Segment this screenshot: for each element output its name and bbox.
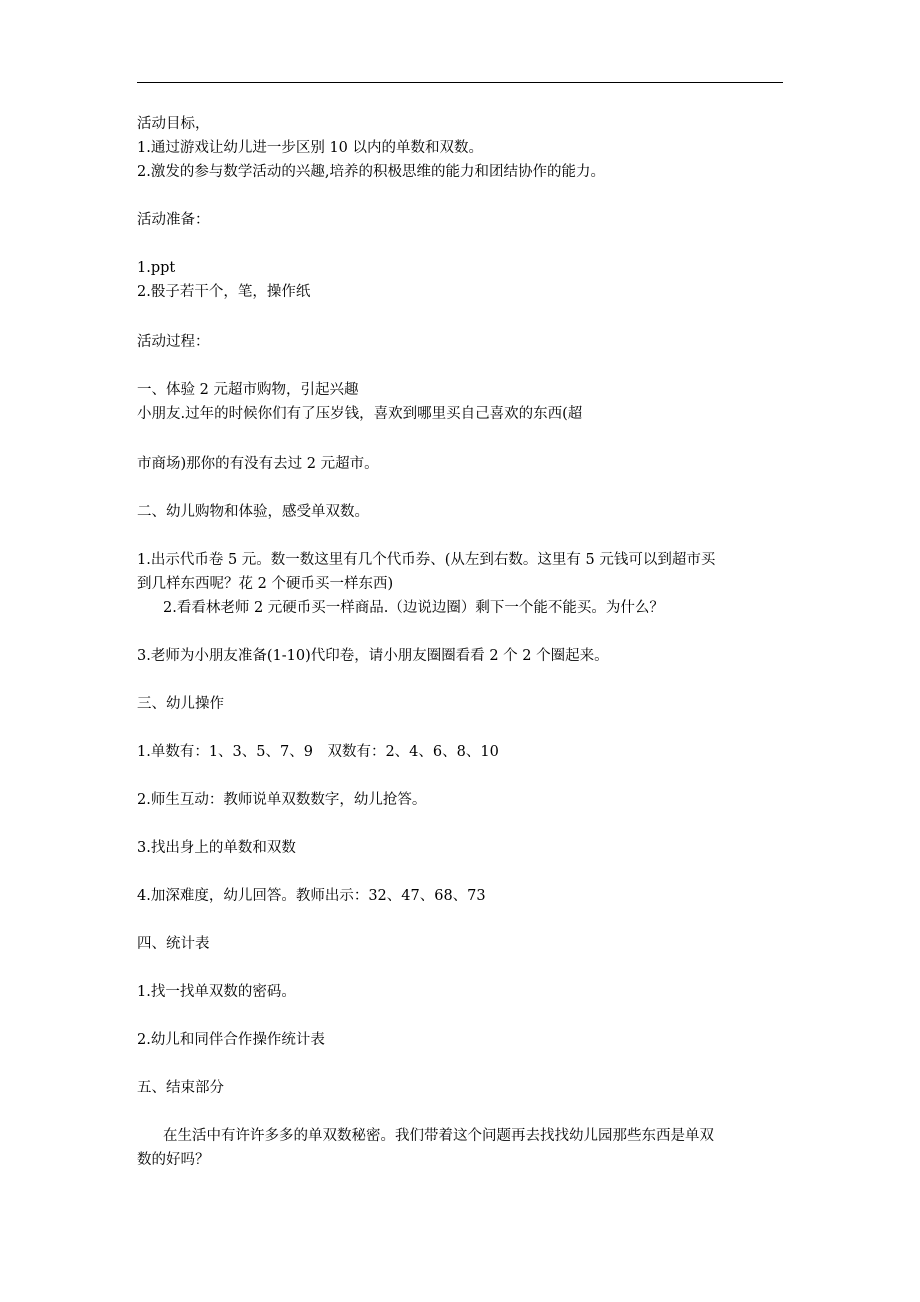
header-rule [137,82,783,83]
section-3-item-1: 1.单数有：1、3、5、7、9 双数有：2、4、6、8、10 [137,744,499,760]
section-4-item-1: 1.找一找单双数的密码。 [137,984,296,1000]
prep-item-2: 2.骰子若干个，笔，操作纸 [137,284,311,300]
prep-item-1: 1.ppt [137,260,176,276]
closing-paragraph-line-1: 在生活中有许许多多的单双数秘密。我们带着这个问题再去找找幼儿园那些东西是单双 [163,1128,714,1144]
section-2-item-2: 2.看看林老师 2 元硬币买一样商品.（边说边圈）剩下一个能不能买。为什么？ [163,600,664,616]
heading-process: 活动过程： [137,334,210,350]
section-3-item-4: 4.加深难度，幼儿回答。教师出示：32、47、68、73 [137,888,486,904]
goal-item-2: 2.激发的参与数学活动的兴趣,培养的积极思维的能力和团结协作的能力。 [137,164,605,180]
section-2-heading: 二、幼儿购物和体验，感受单双数。 [137,504,369,520]
heading-preparation: 活动准备： [137,212,210,228]
section-2-item-1-line-1: 1.出示代币卷 5 元。数一数这里有几个代币券、(从左到右数。这里有 5 元钱可以到超市买 [137,552,716,568]
section-3-item-2: 2.师生互动：教师说单双数数字，幼儿抢答。 [137,792,427,808]
goal-item-1: 1.通过游戏让幼儿进一步区别 10 以内的单数和双数。 [137,140,484,156]
section-1-paragraph-line-2: 市商场)那你的有没有去过 2 元超市。 [137,456,379,472]
section-3-heading: 三、幼儿操作 [137,696,224,712]
section-4-heading: 四、统计表 [137,936,210,952]
section-1-paragraph-line-1: 小朋友.过年的时候你们有了压岁钱，喜欢到哪里买自己喜欢的东西(超 [137,406,583,422]
section-3-item-3: 3.找出身上的单数和双数 [137,840,296,856]
section-2-item-1-line-2: 到几样东西呢？花 2 个硬币买一样东西) [137,576,394,592]
heading-goals: 活动目标， [137,116,210,132]
section-1-heading: 一、体验 2 元超市购物，引起兴趣 [137,382,359,398]
closing-paragraph-line-2: 数的好吗？ [137,1152,210,1168]
section-4-item-2: 2.幼儿和同伴合作操作统计表 [137,1032,325,1048]
section-2-item-3: 3.老师为小朋友准备(1-10)代印卷，请小朋友圈圈看看 2 个 2 个圈起来。 [137,648,609,664]
section-5-heading: 五、结束部分 [137,1080,224,1096]
